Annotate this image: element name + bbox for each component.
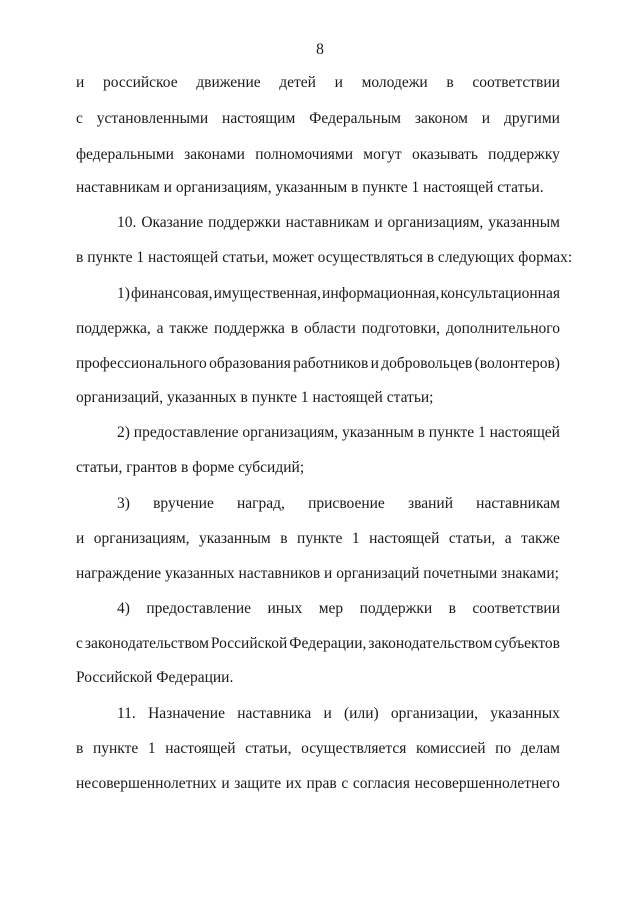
page-number: 8 [316, 41, 324, 58]
text-line: 2) предоставление организациям, указанным в пункте 1 настоящей [117, 424, 560, 441]
text-line: и российское движение детей и молодежи в соответствии [76, 74, 560, 91]
text-line: наставникам и организациям, указанным в пункте 1 настоящей статьи. [76, 179, 544, 196]
text-line: и организациям, указанным в пункте 1 настоящей статьи, а также [76, 530, 560, 547]
text-line: 4) предоставление иных мер поддержки в соответствии [117, 600, 560, 617]
text-line: 10. Оказание поддержки наставникам и организациям, указанным [117, 214, 560, 231]
text-line: профессионального образования работников и добровольцев (волонтеров) [76, 355, 560, 372]
text-line: несовершеннолетних и защите их прав с согласия несовершеннолетнего [76, 775, 560, 792]
text-line: Российской Федерации. [76, 669, 234, 686]
text-line: 11. Назначение наставника и (или) организации, указанных [117, 705, 560, 722]
text-line: в пункте 1 настоящей статьи, может осуществляться в следующих формах: [76, 249, 573, 266]
text-line: поддержка, а также поддержка в области подготовки, дополнительного [76, 320, 560, 337]
text-line: с установленными настоящим Федеральным законом и другими [76, 110, 560, 127]
text-line: статьи, грантов в форме субсидий; [76, 459, 305, 476]
text-line: в пункте 1 настоящей статьи, осуществляется комиссией по делам [76, 740, 560, 757]
text-line: награждение указанных наставников и организаций почетными знаками; [76, 565, 559, 582]
text-line: 1) финансовая, имущественная, информационная, консультационная [117, 285, 560, 302]
text-line: с законодательством Российской Федерации, законодательством субъектов [76, 635, 560, 652]
text-line: федеральными законами полномочиями могут оказывать поддержку [76, 146, 560, 163]
text-line: организаций, указанных в пункте 1 настоящей статьи; [76, 389, 434, 406]
text-line: 3) вручение наград, присвоение званий наставникам [117, 495, 560, 512]
